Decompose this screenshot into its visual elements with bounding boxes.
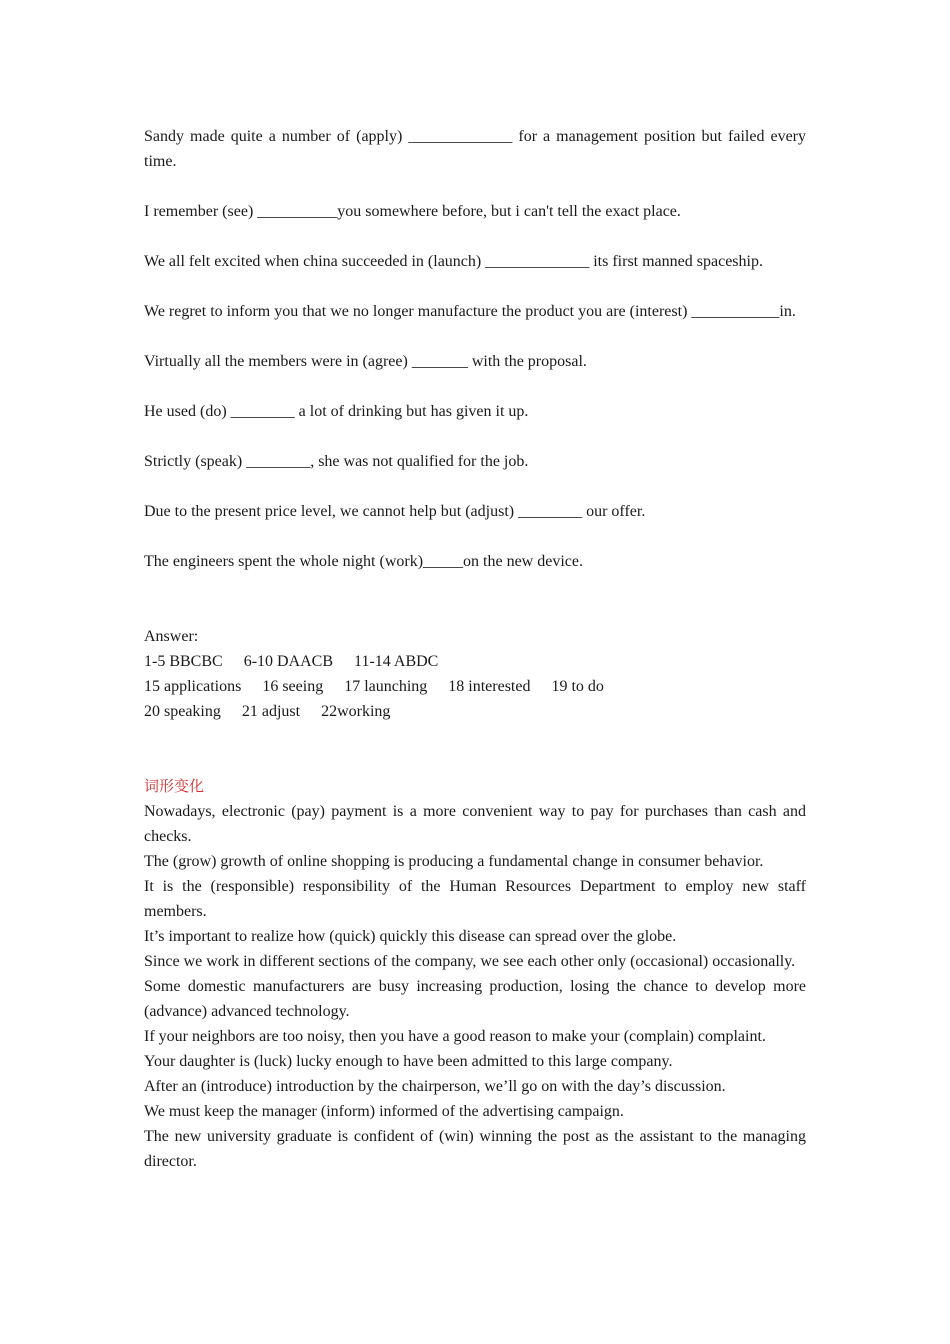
blank-line — [144, 599, 806, 624]
question-22: Due to the present price level, we cannot help but (adjust) ________ our offer. — [144, 503, 646, 520]
word-form-item: The new university graduate is confident of (win) winning the post as the assistant to the managing director. — [144, 1128, 806, 1170]
answer-item: 20 speaking — [144, 703, 221, 720]
blank-line — [144, 749, 806, 774]
question-19: Virtually all the members were in (agree) _______ with the proposal. — [144, 353, 587, 370]
answer-item: 18 interested — [448, 678, 531, 695]
answer-group: 1-5 BBCBC — [144, 653, 223, 670]
word-form-item: It is the (responsible) responsibility of the Human Resources Department to employ new staff members. — [144, 878, 806, 920]
question-20: He used (do) ________ a lot of drinking but has given it up. — [144, 403, 529, 420]
document-page — [144, 124, 806, 1174]
word-form-item: Nowadays, electronic (pay) payment is a more convenient way to pay for purchases than cash and checks. — [144, 803, 806, 845]
answer-item: 15 applications — [144, 678, 242, 695]
word-form-item: We must keep the manager (inform) informed of the advertising campaign. — [144, 1103, 624, 1120]
answer-item: 16 seeing — [262, 678, 324, 695]
answer-item: 22working — [321, 703, 391, 720]
question-17: We all felt excited when china succeeded in (launch) _____________ its first manned spaceship. — [144, 253, 763, 270]
answer-item: 21 adjust — [241, 703, 301, 720]
section-title: 词形变化 — [144, 777, 205, 795]
word-form-item: Your daughter is (luck) lucky enough to have been admitted to this large company. — [144, 1053, 673, 1070]
question-23: The engineers spent the whole night (work)_____on the new device. — [144, 553, 583, 570]
blank-line — [144, 724, 806, 749]
answer-line-3 — [144, 699, 806, 724]
word-form-item: If your neighbors are too noisy, then you have a good reason to make your (complain) complaint. — [144, 1028, 766, 1045]
answer-section — [144, 624, 806, 724]
answer-line-2 — [144, 674, 806, 699]
answer-item: 17 launching — [344, 678, 428, 695]
answer-label: Answer: — [144, 628, 199, 645]
word-form-item: It’s important to realize how (quick) quickly this disease can spread over the globe. — [144, 928, 677, 945]
answer-item: 19 to do — [551, 678, 604, 695]
answer-group: 11-14 ABDC — [354, 653, 439, 670]
blank-line — [144, 574, 806, 599]
word-form-item: The (grow) growth of online shopping is producing a fundamental change in consumer behavior. — [144, 853, 764, 870]
answer-group: 6-10 DAACB — [243, 653, 334, 670]
question-18: We regret to inform you that we no longer manufacture the product you are (interest) ___________in. — [144, 303, 796, 320]
answer-line-1 — [144, 649, 806, 674]
word-form-item: Some domestic manufacturers are busy increasing production, losing the chance to develop more (advance) advanced technology. — [144, 978, 806, 1020]
word-form-item: Since we work in different sections of the company, we see each other only (occasional) occasionally. — [144, 953, 796, 970]
question-16: I remember (see) __________you somewhere before, but i can't tell the exact place. — [144, 203, 681, 220]
word-form-item: After an (introduce) introduction by the chairperson, we’ll go on with the day’s discussion. — [144, 1078, 726, 1095]
word-forms-section — [144, 774, 806, 1174]
question-15: Sandy made quite a number of (apply) _____________ for a management position but failed every time. — [144, 128, 806, 170]
question-21: Strictly (speak) ________, she was not qualified for the job. — [144, 453, 529, 470]
